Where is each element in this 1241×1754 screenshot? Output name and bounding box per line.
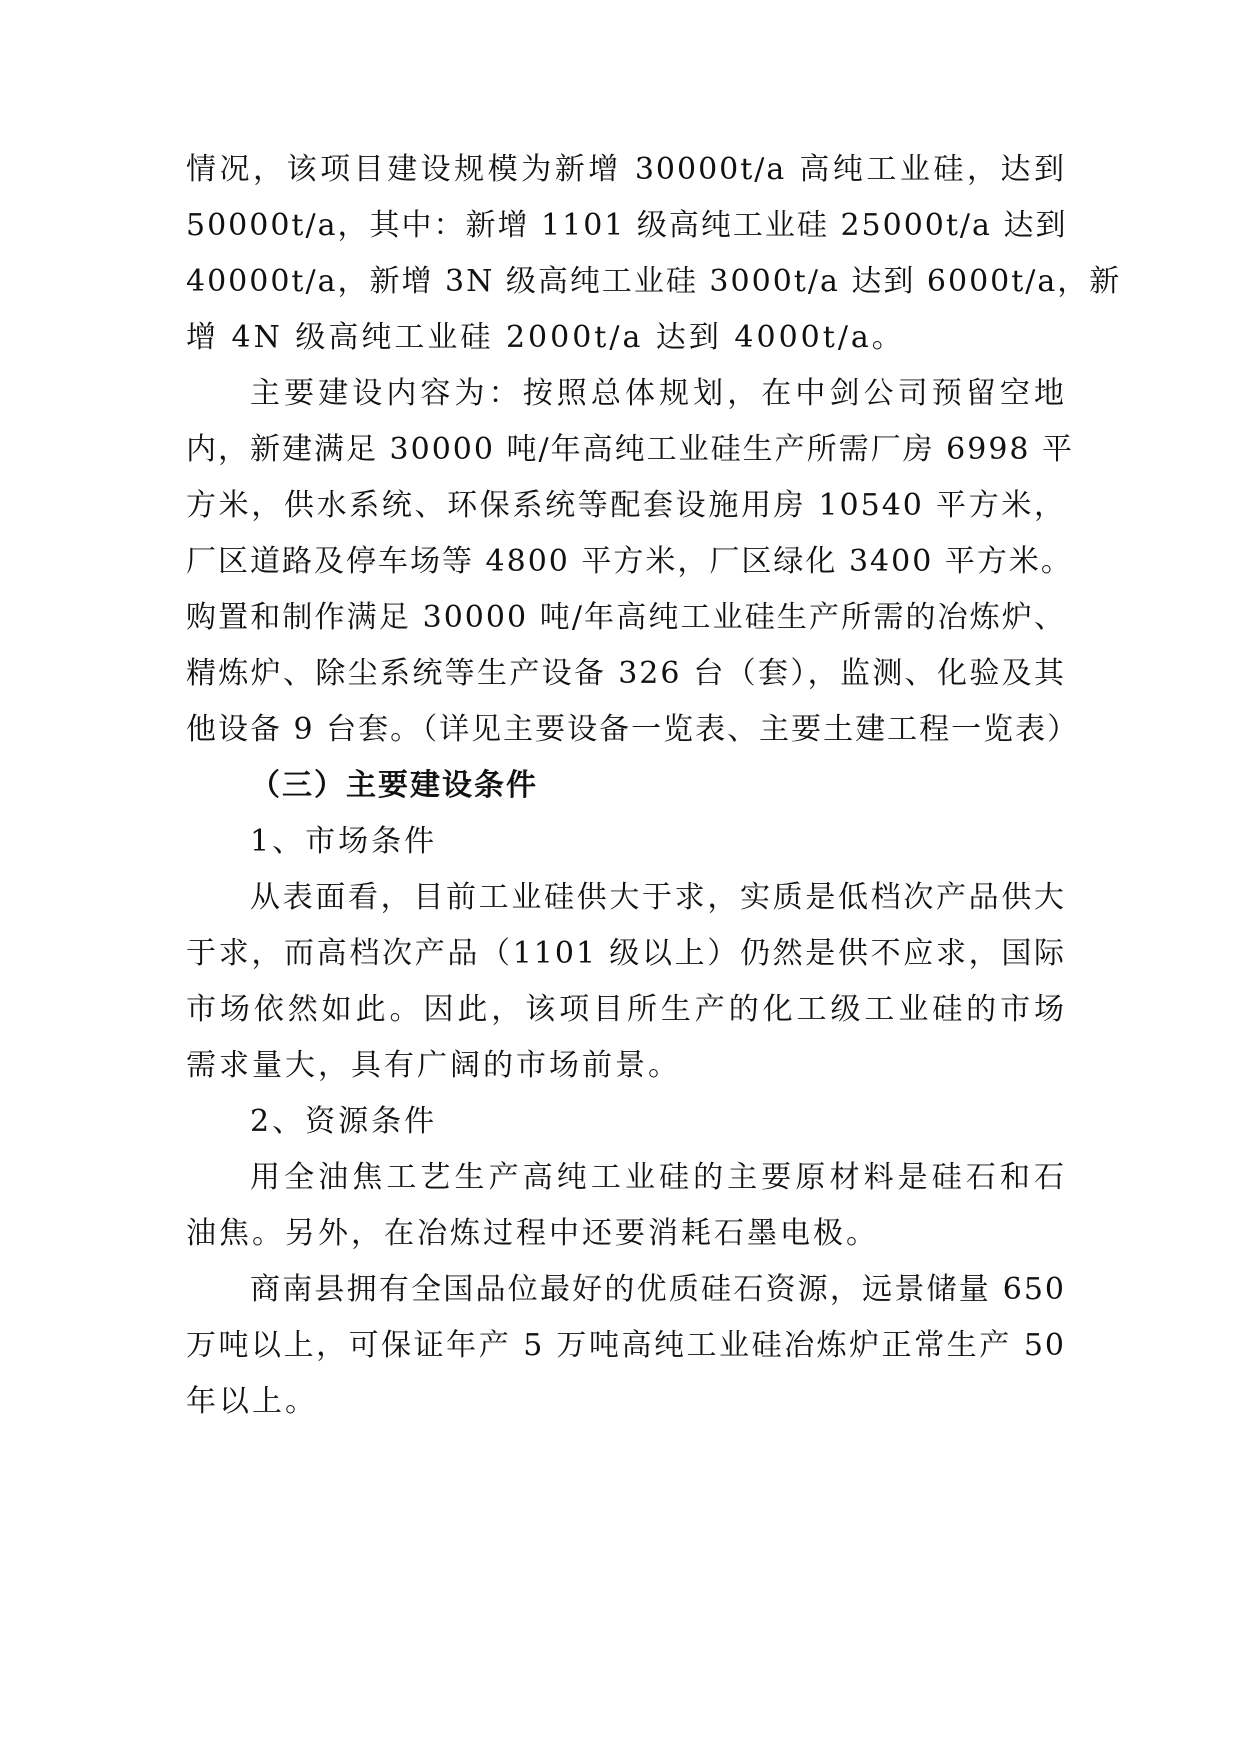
paragraph-line: 油焦。另外，在冶炼过程中还要消耗石墨电极。 [186, 1216, 879, 1251]
paragraph-line: 用全油焦工艺生产高纯工业硅的主要原材料是硅石和石 [250, 1160, 1066, 1195]
paragraph-line: 精炼炉、除尘系统等生产设备 326 台（套），监测、化验及其 [186, 656, 1066, 691]
paragraph-line: 他设备 9 台套。（详见主要设备一览表、主要土建工程一览表） [186, 712, 1080, 747]
section-heading: （三）主要建设条件 [250, 768, 538, 803]
paragraph-line: 于求，而高档次产品（1101 级以上）仍然是供不应求，国际 [186, 936, 1066, 971]
paragraph-line: 购置和制作满足 30000 吨/年高纯工业硅生产所需的冶炼炉、 [186, 600, 1066, 635]
paragraph-line: 商南县拥有全国品位最好的优质硅石资源，远景储量 650 [250, 1272, 1066, 1307]
paragraph-line: 40000t/a，新增 3N 级高纯工业硅 3000t/a 达到 6000t/a，新 [186, 264, 1122, 299]
paragraph-line: 情况，该项目建设规模为新增 30000t/a 高纯工业硅，达到 [186, 152, 1066, 187]
paragraph-line: 50000t/a，其中：新增 1101 级高纯工业硅 25000t/a 达到 [186, 208, 1068, 243]
paragraph-line: 增 4N 级高纯工业硅 2000t/a 达到 4000t/a。 [186, 320, 905, 355]
paragraph-line: 市场依然如此。因此，该项目所生产的化工级工业硅的市场 [186, 992, 1066, 1027]
paragraph-line: 内，新建满足 30000 吨/年高纯工业硅生产所需厂房 6998 平 [186, 432, 1075, 467]
subsection-heading: 2、资源条件 [250, 1104, 438, 1139]
subsection-heading: 1、市场条件 [250, 824, 438, 859]
paragraph-line: 主要建设内容为：按照总体规划，在中剑公司预留空地 [250, 376, 1066, 411]
paragraph-line: 万吨以上，可保证年产 5 万吨高纯工业硅冶炼炉正常生产 50 [186, 1328, 1066, 1363]
paragraph-line: 需求量大，具有广阔的市场前景。 [186, 1048, 681, 1083]
paragraph-line: 从表面看，目前工业硅供大于求，实质是低档次产品供大 [250, 880, 1066, 915]
paragraph-line: 厂区道路及停车场等 4800 平方米，厂区绿化 3400 平方米。 [186, 544, 1073, 579]
paragraph-line: 方米，供水系统、环保系统等配套设施用房 10540 平方米， [186, 488, 1066, 523]
paragraph-line: 年以上。 [186, 1384, 318, 1419]
